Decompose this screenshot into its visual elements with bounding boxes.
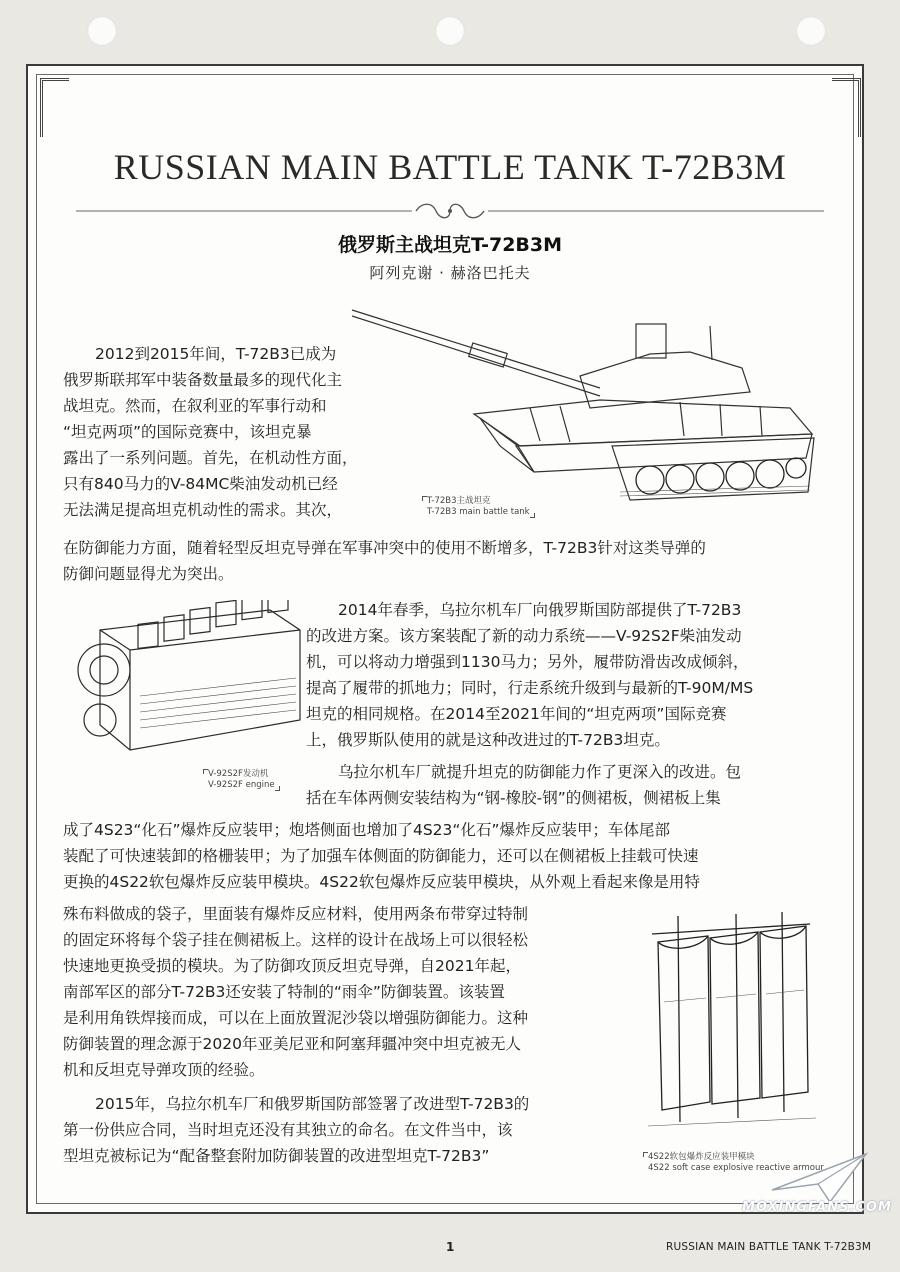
body-line: 的固定环将每个袋子挂在侧裙板上。这样的设计在战场上可以很轻松	[63, 931, 529, 949]
body-line: 括在车体两侧安装结构为“钢-橡胶-钢”的侧裙板，侧裙板上集	[306, 789, 721, 807]
body-line: 提高了履带的抓地力；同时，行走系统升级到与最新的T-90M/MS	[306, 679, 754, 697]
engine-caption-en: V-92S2F engine	[208, 780, 275, 790]
running-head: RUSSIAN MAIN BATTLE TANK T-72B3M	[666, 1241, 872, 1253]
era-caption-cn: 4S22软包爆炸反应装甲模块	[648, 1152, 755, 1162]
binder-hole	[87, 16, 117, 46]
body-line: 乌拉尔机车厂就提升坦克的防御能力作了更深入的改进。包	[338, 763, 742, 781]
page-number: 1	[446, 1240, 455, 1254]
site-watermark: MOXINGFANS.COM	[742, 1200, 892, 1215]
frame-corner-ornament	[40, 78, 69, 137]
tank-caption-cn: T-72B3主战坦克	[427, 496, 491, 506]
era-module-illustration	[648, 912, 818, 1142]
body-line: “坦克两项”的国际竞赛中，该坦克暴	[63, 423, 312, 441]
body-line: 坦克的相同规格。在2014至2021年间的“坦克两项”国际竞赛	[306, 705, 727, 723]
body-line: 快速地更换受损的模块。为了防御攻顶反坦克导弹，自2021年起，	[63, 957, 521, 975]
body-line: 防御问题显得尤为突出。	[63, 565, 234, 583]
body-line: 第一份供应合同，当时坦克还没有其独立的命名。在文件当中，该	[63, 1121, 513, 1139]
body-line: 只有840马力的V-84MC柴油发动机已经	[63, 475, 338, 493]
tank-caption-en: T-72B3 main battle tank	[427, 507, 530, 517]
frame-corner-ornament	[832, 78, 861, 137]
body-line: 更换的4S22软包爆炸反应装甲模块。4S22软包爆炸反应装甲模块，从外观上看起来像是用特	[63, 873, 700, 891]
binder-hole	[435, 16, 465, 46]
engine-caption-cn: V-92S2F发动机	[208, 769, 269, 779]
body-line: 防御装置的理念源于2020年亚美尼亚和阿塞拜疆冲突中坦克被无人	[63, 1035, 521, 1053]
body-line: 的改进方案。该方案装配了新的动力系统——V-92S2F柴油发动	[306, 627, 742, 645]
binder-hole	[796, 16, 826, 46]
body-line: 型坦克被标记为“配备整套附加防御装置的改进型坦克T-72B3”	[63, 1147, 490, 1165]
body-line: 无法满足提高坦克机动性的需求。其次，	[63, 501, 343, 519]
body-line: 2012到2015年间，T-72B3已成为	[95, 345, 337, 363]
era-caption-en: 4S22 soft case explosive reactive armour	[648, 1163, 824, 1173]
body-line: 在防御能力方面，随着轻型反坦克导弹在军事冲突中的使用不断增多，T-72B3针对这类导弹的	[63, 539, 706, 557]
author-line: 阿列克谢 · 赫洛巴托夫	[369, 264, 531, 282]
body-line: 装配了可快速装卸的格栅装甲；为了加强车体侧面的防御能力，还可以在侧裙板上挂载可快速	[63, 847, 699, 865]
body-line: 殊布料做成的袋子，里面装有爆炸反应材料，使用两条布带穿过特制	[63, 905, 529, 923]
title-divider-ornament	[76, 200, 824, 222]
body-line: 露出了一系列问题。首先，在机动性方面，	[63, 449, 358, 467]
body-line: 机和反坦克导弹攻顶的经验。	[63, 1061, 265, 1079]
tank-illustration	[350, 296, 820, 506]
body-line: 成了4S23“化石”爆炸反应装甲；炮塔侧面也增加了4S23“化石”爆炸反应装甲；车体尾部	[63, 821, 670, 839]
body-line: 战坦克。然而，在叙利亚的军事行动和	[63, 397, 327, 415]
chinese-title: 俄罗斯主战坦克T-72B3M	[337, 234, 563, 256]
engine-illustration	[60, 600, 310, 765]
body-line: 是利用角铁焊接而成，可以在上面放置泥沙袋以增强防御能力。这种	[63, 1009, 529, 1027]
body-line: 南部军区的部分T-72B3还安装了特制的“雨伞”防御装置。该装置	[63, 983, 505, 1001]
body-line: 机，可以将动力增强到1130马力；另外，履带防滑齿改成倾斜，	[306, 653, 749, 671]
body-line: 上，俄罗斯队使用的就是这种改进过的T-72B3坦克。	[306, 731, 670, 749]
body-line: 2015年，乌拉尔机车厂和俄罗斯国防部签署了改进型T-72B3的	[95, 1095, 530, 1113]
body-line: 2014年春季，乌拉尔机车厂向俄罗斯国防部提供了T-72B3	[338, 601, 742, 619]
paper-plane-logo	[770, 1150, 870, 1206]
tank-caption	[427, 496, 530, 518]
page-title: RUSSIAN MAIN BATTLE TANK T-72B3M	[113, 147, 787, 187]
engine-caption	[208, 769, 275, 791]
body-line: 俄罗斯联邦军中装备数量最多的现代化主	[63, 371, 343, 389]
